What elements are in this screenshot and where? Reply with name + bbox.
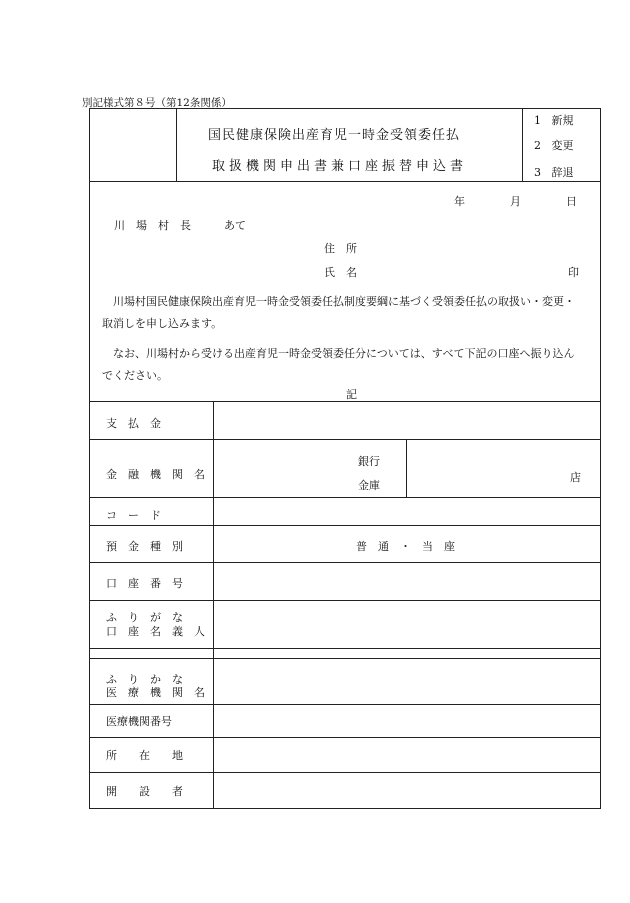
divider — [90, 562, 600, 563]
address-label: 住 所 — [324, 242, 357, 255]
bank-branch-divider — [406, 439, 407, 497]
paragraph-2-line-1: なお、川場村から受ける出産育児一時金受領委任分については、すべて下記の口座へ振り込ん — [102, 347, 575, 360]
form-title-line2: 取扱機関申出書兼口座振替申込書 — [212, 159, 468, 174]
table-column-divider — [213, 401, 214, 809]
label-founder: 開 設 者 — [106, 785, 183, 798]
label-deposit-type: 預 金 種 別 — [106, 540, 183, 553]
divider — [90, 181, 600, 182]
addressee-suffix: あて — [224, 219, 246, 232]
title-left-divider — [176, 109, 177, 181]
option-number: 2 — [534, 139, 541, 152]
date-year[interactable]: 年 — [454, 195, 465, 208]
label-furigana-account: ふ り が な — [106, 611, 183, 624]
title-right-divider — [522, 109, 523, 181]
seal-mark: 印 — [568, 266, 579, 279]
divider — [90, 600, 600, 601]
option-change[interactable] — [534, 137, 574, 153]
option-withdraw[interactable] — [534, 164, 574, 180]
label-payment: 支 払 金 — [106, 417, 161, 430]
application-form — [89, 108, 601, 809]
date-month[interactable]: 月 — [510, 195, 521, 208]
divider — [90, 648, 600, 649]
label-furigana-medical: ふ り か な — [106, 673, 183, 686]
divider — [90, 401, 600, 402]
name-label: 氏 名 — [324, 266, 357, 279]
option-label: 変更 — [551, 139, 574, 152]
divider — [90, 525, 600, 526]
paragraph-1-line-2: 取消しを申し込みます。 — [102, 317, 223, 330]
label-location: 所 在 地 — [106, 749, 183, 762]
label-account-number: 口 座 番 号 — [106, 577, 183, 590]
label-code: コ ー ド — [106, 509, 161, 522]
form-identifier: 別記様式第８号（第12条関係） — [82, 97, 232, 109]
branch-label: 店 — [570, 471, 581, 484]
divider — [90, 737, 600, 738]
label-medical-institution: 医 療 機 関 名 — [106, 686, 205, 699]
option-new[interactable] — [534, 112, 574, 128]
option-label: 辞退 — [551, 166, 574, 179]
divider — [90, 497, 600, 498]
addressee: 川 場 村 長 — [114, 219, 191, 232]
bank-option[interactable]: 銀行 — [358, 455, 380, 468]
divider — [90, 704, 600, 705]
ki-heading: 記 — [346, 388, 357, 401]
option-number: 3 — [534, 166, 541, 179]
date-day[interactable]: 日 — [566, 195, 577, 208]
option-label: 新規 — [551, 114, 574, 127]
kinko-option[interactable]: 金庫 — [358, 479, 380, 492]
option-number: 1 — [534, 114, 541, 127]
paragraph-2-line-2: でください。 — [102, 369, 168, 382]
deposit-type-options[interactable]: 普 通 ・ 当 座 — [356, 540, 455, 553]
divider — [90, 439, 600, 440]
label-medical-number: 医療機関番号 — [106, 715, 172, 728]
divider — [90, 772, 600, 773]
label-financial-institution: 金 融 機 関 名 — [106, 468, 205, 481]
paragraph-1-line-1: 川場村国民健康保険出産育児一時金受領委任払制度要綱に基づく受領委任払の取扱い・変更・ — [102, 295, 575, 308]
divider — [90, 658, 600, 659]
form-title-line1: 国民健康保険出産育児一時金受領委任払 — [208, 128, 461, 143]
label-account-holder: 口 座 名 義 人 — [106, 625, 205, 638]
